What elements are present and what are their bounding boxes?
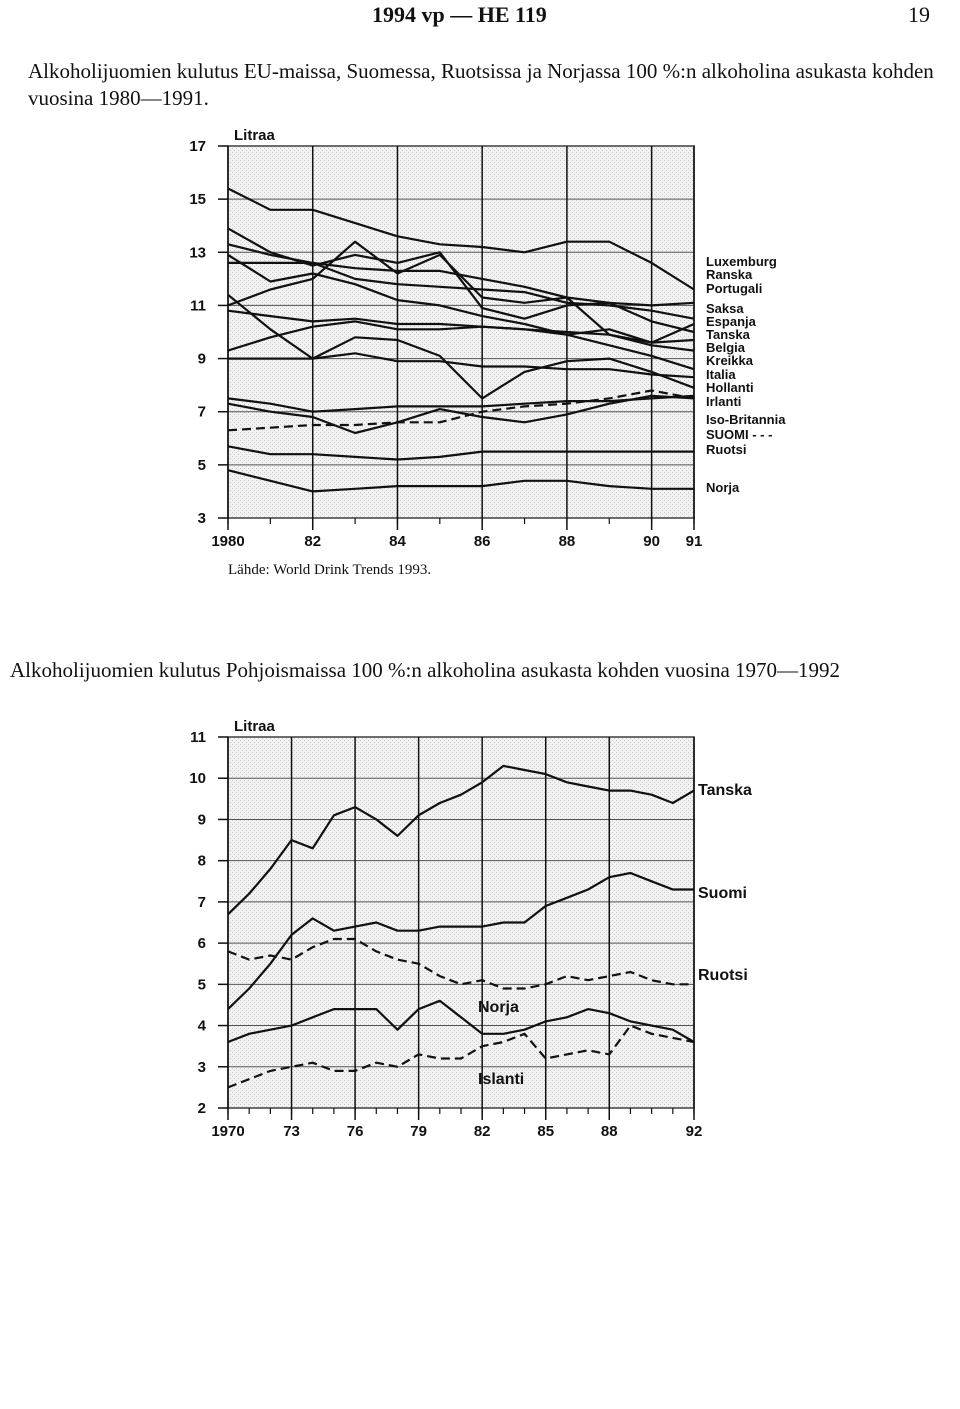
figure1-source: Lähde: World Drink Trends 1993. bbox=[228, 562, 432, 578]
c1-legend-suomi: SUOMI - - - bbox=[706, 427, 773, 442]
c2-xtick-label: 79 bbox=[410, 1123, 427, 1140]
figure2-caption: Alkoholijuomien kulutus Pohjoismaissa 100 %:n alkoholina asukasta kohden vuosina 1970—1992 bbox=[10, 658, 841, 682]
c1-xtick-label: 82 bbox=[304, 533, 322, 550]
c1-xtick-label: 86 bbox=[473, 533, 491, 550]
c2-ytick-label: 10 bbox=[189, 770, 206, 788]
c2-ytick-label: 11 bbox=[190, 729, 206, 746]
c2-ytick-label: 7 bbox=[197, 893, 206, 911]
c2-ytick-label: 2 bbox=[197, 1100, 206, 1117]
c1-xtick-label: 90 bbox=[643, 533, 660, 550]
c2-ytick-label: 3 bbox=[197, 1058, 206, 1076]
c2-ytick-label: 5 bbox=[197, 976, 206, 994]
c2-ytick-label: 4 bbox=[197, 1017, 206, 1035]
c1-ytick-label: 7 bbox=[197, 403, 206, 421]
c1-legend-iso-britannia: Iso-Britannia bbox=[706, 412, 786, 427]
c2-xtick-label: 85 bbox=[537, 1123, 555, 1140]
c2-legend-tanska: Tanska bbox=[698, 782, 752, 799]
c1-legend-hollanti: Hollanti bbox=[706, 380, 754, 395]
c1-xtick-label: 88 bbox=[558, 533, 576, 550]
c1-legend-ranska: Ranska bbox=[706, 267, 753, 282]
c1-xtick-label: 84 bbox=[389, 533, 406, 550]
c2-plot-area bbox=[228, 737, 694, 1108]
c2-xtick-label: 92 bbox=[685, 1123, 703, 1140]
c2-xtick-label: 76 bbox=[346, 1123, 364, 1140]
figure1-caption: Alkoholijuomien kulutus EU-maissa, Suomessa, Ruotsissa ja Norjassa 100 %:n alkoholina asukasta kohden vuosina 1980—1991. bbox=[28, 59, 934, 110]
c2-xtick-label: 73 bbox=[283, 1123, 300, 1140]
c1-legend-ruotsi: Ruotsi bbox=[706, 442, 747, 457]
c2-ytick-label: 8 bbox=[197, 852, 206, 870]
c1-ytick-label: 17 bbox=[189, 138, 206, 155]
c1-legend-italia: Italia bbox=[706, 367, 736, 382]
c1-ytick-label: 11 bbox=[190, 297, 206, 315]
c1-legend-norja: Norja bbox=[706, 480, 740, 495]
c1-ytick-label: 3 bbox=[197, 510, 206, 527]
c1-ytick-label: 13 bbox=[189, 244, 206, 262]
c1-legend-belgia: Belgia bbox=[706, 340, 746, 355]
c2-legend-islanti: Islanti bbox=[478, 1071, 525, 1088]
chart1-eu-consumption bbox=[0, 0, 960, 600]
c1-legend-luxemburg: Luxemburg bbox=[706, 254, 777, 269]
c2-ytick-label: 6 bbox=[197, 935, 206, 953]
page-number: 19 bbox=[908, 2, 930, 27]
c1-xtick-label: 1980 bbox=[211, 533, 245, 550]
c1-legend-kreikka: Kreikka bbox=[706, 353, 753, 368]
c2-ylabel: Litraa bbox=[234, 718, 275, 735]
c2-ytick-label: 9 bbox=[197, 811, 206, 829]
c1-legend-saksa: Saksa bbox=[706, 301, 744, 316]
c1-ytick-label: 5 bbox=[197, 456, 206, 474]
document-title: 1994 vp — HE 119 bbox=[372, 2, 547, 27]
c1-legend-irlanti: Irlanti bbox=[706, 394, 742, 409]
chart2-nordic-consumption bbox=[0, 700, 960, 1409]
c1-plot-area bbox=[228, 146, 694, 518]
c2-xtick-label: 82 bbox=[473, 1123, 491, 1140]
c1-ytick-label: 9 bbox=[197, 350, 206, 368]
c2-legend-ruotsi: Ruotsi bbox=[698, 967, 748, 984]
c1-legend-portugali: Portugali bbox=[706, 281, 763, 296]
c2-xtick-label: 1970 bbox=[211, 1123, 245, 1140]
c1-legend-tanska: Tanska bbox=[706, 327, 750, 342]
c1-legend-espanja: Espanja bbox=[706, 314, 756, 329]
c1-xtick-label: 91 bbox=[685, 533, 703, 550]
c1-ytick-label: 15 bbox=[189, 191, 206, 209]
c2-legend-norja: Norja bbox=[478, 999, 519, 1016]
c2-legend-suomi: Suomi bbox=[698, 885, 747, 902]
c2-xtick-label: 88 bbox=[600, 1123, 618, 1140]
c1-ylabel: Litraa bbox=[234, 127, 275, 144]
